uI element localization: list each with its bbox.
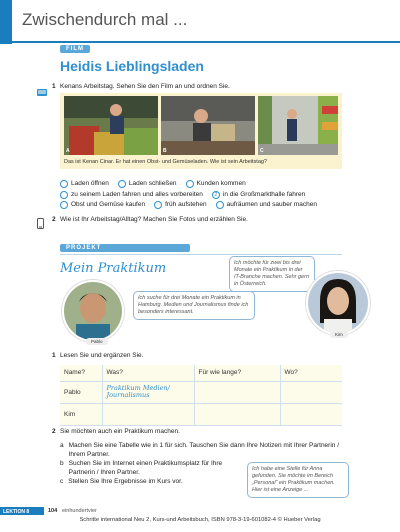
photo-panel <box>60 93 342 169</box>
projekt-task1-number: 1 <box>52 352 56 359</box>
film-task1-number: 1 <box>52 83 56 90</box>
order-circle-filled[interactable]: 2 <box>212 191 220 199</box>
phone-icon <box>37 216 44 227</box>
photo-c <box>258 96 338 155</box>
fill-in-table <box>60 365 342 426</box>
option-label: zu seinem Laden fahren und alles vorbereiten <box>71 190 203 198</box>
table-cell-input[interactable] <box>102 381 194 403</box>
table-cell-name: Pablo <box>60 381 102 403</box>
projekt-tag: PROJEKT <box>60 244 190 252</box>
subtask-text: Stellen Sie Ihre Ergebnisse im Kurs vor. <box>68 478 183 485</box>
order-circle[interactable] <box>60 180 68 188</box>
options-row-2 <box>60 190 317 201</box>
avatar-pablo <box>62 280 124 342</box>
page-header <box>0 0 400 44</box>
photo-caption: Das ist Kenan Cinar. Er hat einen Obst- und Gemüseladen. Wie ist sein Arbeitstag? <box>64 159 267 165</box>
footer-bar <box>0 507 400 515</box>
option-label: Kunden kommen <box>196 180 246 187</box>
table-cell-input[interactable] <box>280 381 342 403</box>
order-circle[interactable] <box>154 201 162 209</box>
photo-label-b: B <box>163 148 167 154</box>
film-tag: FILM <box>60 45 90 53</box>
ordering-options <box>60 179 317 211</box>
page-number-word: einhundertvier <box>62 508 97 514</box>
film-title: Heidis Lieblingsladen <box>60 58 204 74</box>
option-label: Laden schließen <box>128 180 177 187</box>
film-task1-text: Kenans Arbeitstag. Sehen Sie den Film an und ordnen Sie. <box>60 83 230 90</box>
speech-bubble-anna: Ich habe eine Stelle für Anna gefunden. Sie möchte im Bereich „Personal“ ein Praktikum machen. Hier ist eine Anzeige ... <box>247 462 349 498</box>
name-label-pablo: Pablo <box>86 338 108 345</box>
copyright-note: Schritte international Neu 2, Kurs-und Arbeitsbuch, ISBN 978-3-19-601082-4 © Hueber Verlag <box>79 517 321 523</box>
options-row-1 <box>60 179 317 190</box>
table-cell-input[interactable] <box>194 403 280 425</box>
projekt-task1-text: Lesen Sie und ergänzen Sie. <box>60 352 144 359</box>
header-color-tab <box>0 0 12 44</box>
name-label-kim: Kim <box>330 331 348 338</box>
option-label: aufräumen und sauber machen <box>226 201 317 208</box>
option-label: Obst und Gemüse kaufen <box>71 201 146 208</box>
order-circle[interactable] <box>60 191 68 199</box>
order-circle[interactable] <box>60 201 68 209</box>
order-circle[interactable] <box>186 180 194 188</box>
subtask-a <box>60 441 342 459</box>
table-header: Wo? <box>280 365 342 381</box>
projekt-title: Mein Praktikum <box>60 261 167 276</box>
table-header: Was? <box>102 365 194 381</box>
table-cell-input[interactable] <box>194 381 280 403</box>
order-circle[interactable] <box>216 201 224 209</box>
option-label: in die Großmarkthalle fahren <box>222 190 306 198</box>
photo-b <box>161 96 255 155</box>
subtask-letter: a <box>60 442 64 449</box>
header-rule <box>12 41 400 43</box>
table-header-row <box>60 365 342 381</box>
projekt-task2-number: 2 <box>52 428 56 435</box>
photo-label-c: C <box>260 148 264 154</box>
page-number: 104 <box>48 508 58 514</box>
speech-bubble-pablo: Ich suche für drei Monate ein Praktikum in Hamburg. Medien und Journalismus finde ich besonders interessant. <box>133 291 255 320</box>
table-header: Für wie lange? <box>194 365 280 381</box>
order-circle[interactable] <box>118 180 126 188</box>
projekt-task2-text: Sie möchten auch ein Praktikum machen. <box>60 428 180 435</box>
subtask-text: Machen Sie eine Tabelle wie in 1 für sich. Tauschen Sie dann Ihre Notizen mit Ihrer Partnerin / Ihrem Partner. <box>68 442 340 458</box>
subtask-b <box>60 459 245 477</box>
subtask-text: Suchen Sie im Internet einen Praktikumsplatz für Ihre Partnerin / Ihren Partner. <box>68 460 223 476</box>
lektion-tag: LEKTION 8 <box>0 507 44 515</box>
projekt-divider <box>60 254 342 255</box>
film-task2-text: Wie ist Ihr Arbeitstag/Alltag? Machen Sie Fotos und erzählen Sie. <box>60 216 248 223</box>
table-cell-input[interactable] <box>102 403 194 425</box>
option-label: Laden öffnen <box>71 180 109 187</box>
speech-bubble-kim: Ich möchte für zwei bis drei Monate ein Praktikum in der IT-Branche machen. Sehr gern in Österreich. <box>229 256 315 292</box>
subtask-letter: c <box>60 478 64 485</box>
table-cell-name: Kim <box>60 403 102 425</box>
film-task2-number: 2 <box>52 216 56 223</box>
handwritten-answer: Praktikum Medien/ Journalismus <box>106 384 170 399</box>
page-title: Zwischendurch mal ... <box>22 10 188 29</box>
table-header: Name? <box>60 365 102 381</box>
photo-a <box>64 96 158 155</box>
video-icon <box>37 83 47 90</box>
table-row <box>60 403 342 425</box>
option-label: früh aufstehen <box>165 201 207 208</box>
table-cell-input[interactable] <box>280 403 342 425</box>
table-row <box>60 381 342 403</box>
photo-label-a: A <box>66 148 70 154</box>
avatar-kim <box>306 271 370 335</box>
options-row-3 <box>60 200 317 211</box>
subtask-letter: b <box>60 460 64 467</box>
